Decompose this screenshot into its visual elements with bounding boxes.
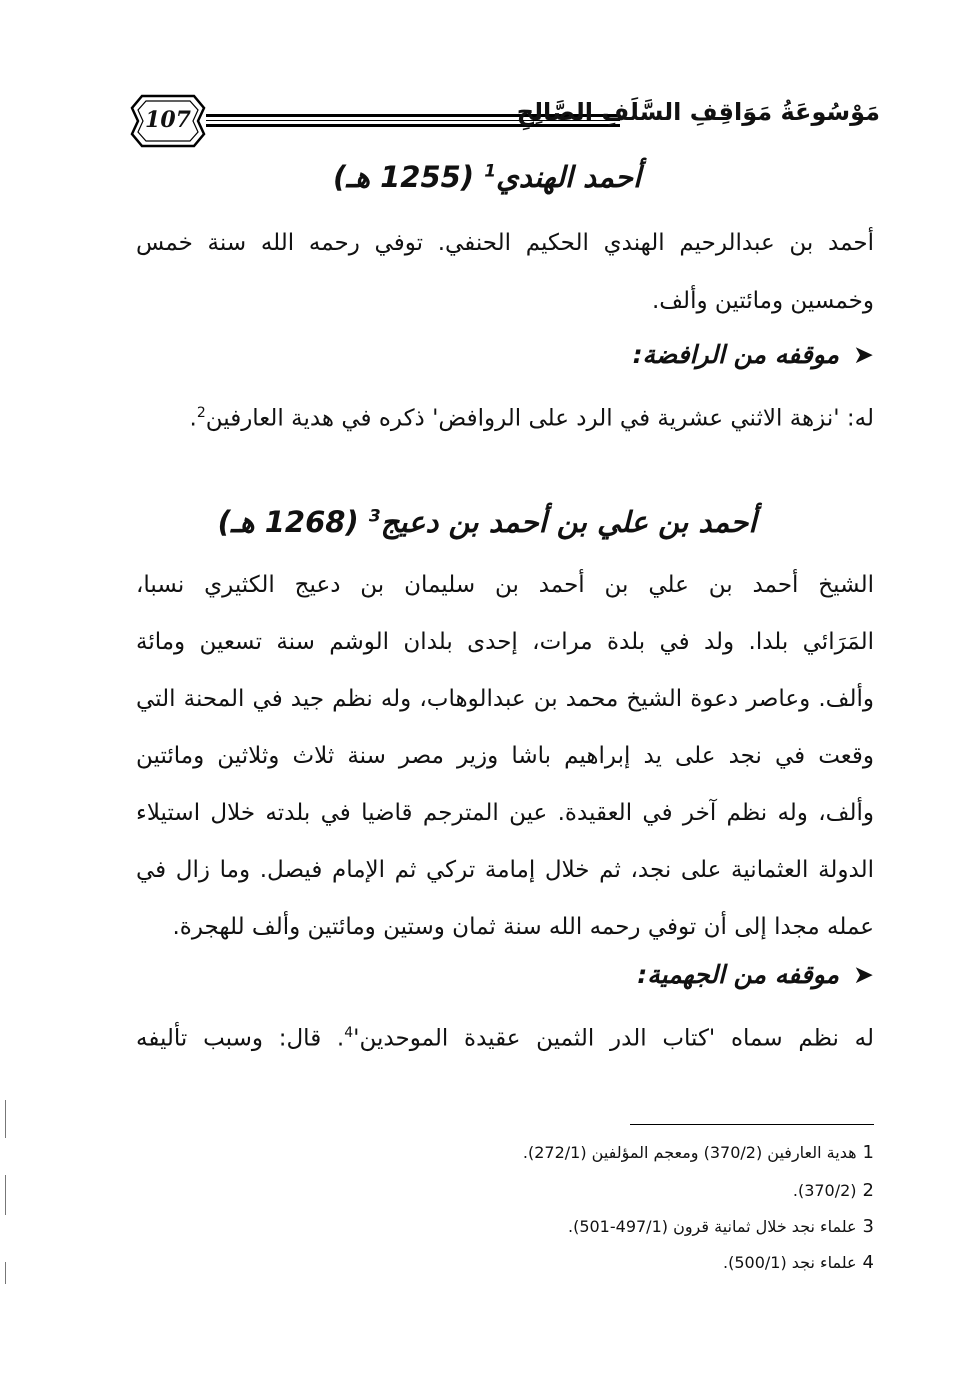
scan-artifact-line — [5, 1100, 6, 1138]
body-line: وخمسين ومائتين وألف. — [651, 288, 874, 314]
footnote — [793, 1180, 874, 1201]
section-subheading — [633, 340, 874, 369]
body-text: له نظم سماه 'كتاب الدر الثمين عقيدة الموحدين' — [353, 1025, 874, 1052]
body-line — [136, 398, 874, 434]
page-number: 107 — [145, 107, 191, 133]
footnote-number: 2 — [862, 1180, 874, 1201]
footnote-number: 4 — [862, 1252, 874, 1273]
footnote-text: هدية العارفين (370/2) ومعجم المؤلفين (272/1). — [522, 1143, 857, 1162]
page-number-badge — [130, 92, 206, 150]
arrow-bullet-icon: ➤ — [853, 960, 874, 989]
body-line: وألف. وعاصر دعوة الشيخ محمد بن عبدالوهاب، وله نظم جيد في المحنة التي — [136, 686, 874, 712]
footnote-number: 1 — [862, 1142, 874, 1163]
running-header — [120, 90, 880, 160]
entry-year: (1268 هـ) — [217, 505, 359, 539]
body-line: وألف، وله نظم آخر في العقيدة. عين المترجم قاضيا في بلدته خلال استيلاء — [136, 800, 874, 826]
body-line: الدولة العثمانية على نجد، ثم خلال إمامة تركي ثم الإمام فيصل. وما زال في — [136, 857, 874, 883]
footnote-text: علماء نجد خلال ثمانية قرون (497/1-501). — [567, 1217, 857, 1236]
body-line: أحمد بن عبدالرحيم الهندي الحكيم الحنفي. توفي رحمه الله سنة خمس — [136, 230, 874, 256]
body-line: المَرَائي بلدا. ولد في بلدة مرات، إحدى بلدان الوشم سنة تسعين ومائة — [136, 629, 874, 655]
body-line — [136, 1018, 874, 1054]
entry-name: أحمد الهندي — [496, 160, 642, 194]
arrow-bullet-icon: ➤ — [853, 340, 874, 369]
footnote-separator — [630, 1124, 874, 1125]
entry-year: (1255 هـ) — [332, 160, 475, 194]
scan-artifact-line — [5, 1175, 6, 1215]
subheading-text: موقفه من الرافضة: — [632, 340, 840, 369]
footnote-ref: 2 — [196, 405, 206, 421]
body-line: عمله مجدا إلى أن توفي رحمه الله سنة ثمان وستين ومائتين وألف للهجرة. — [172, 914, 874, 940]
footnote — [723, 1252, 874, 1273]
footnote — [523, 1142, 874, 1163]
subheading-text: موقفه من الجهمية: — [637, 960, 840, 989]
entry-heading — [0, 160, 974, 194]
entry-name: أحمد بن علي بن أحمد بن دعيج — [380, 505, 757, 539]
footnote-ref: 4 — [344, 1025, 354, 1041]
section-subheading — [637, 960, 874, 989]
body-text: له: 'نزهة الاثني عشرية في الرد على الروافض' ذكره في هدية العارفين — [205, 405, 874, 432]
body-line: الشيخ أحمد بن علي بن أحمد بن سليمان بن دعيج الكثيري نسبا، — [136, 572, 874, 598]
footnote-text: (370/2). — [792, 1181, 857, 1200]
body-line: وقعت في نجد على يد إبراهيم باشا وزير مصر سنة ثلاث وثلاثين ومائتين — [136, 743, 874, 769]
footnote-number: 3 — [862, 1216, 874, 1237]
scan-artifact-line — [5, 1262, 6, 1284]
footnote-ref: 3 — [368, 506, 381, 527]
entry-heading — [0, 505, 974, 539]
book-title: مَوْسُوعَةُ مَوَاقِفِ السَّلَفِ الصَّالِحِ — [516, 98, 880, 126]
body-text: . — [189, 405, 197, 432]
footnote-text: علماء نجد (500/1). — [723, 1253, 857, 1272]
footnote — [568, 1216, 874, 1237]
footnote-ref: 1 — [484, 161, 497, 182]
body-text: . قال: وسبب تأليفه — [136, 1025, 345, 1052]
